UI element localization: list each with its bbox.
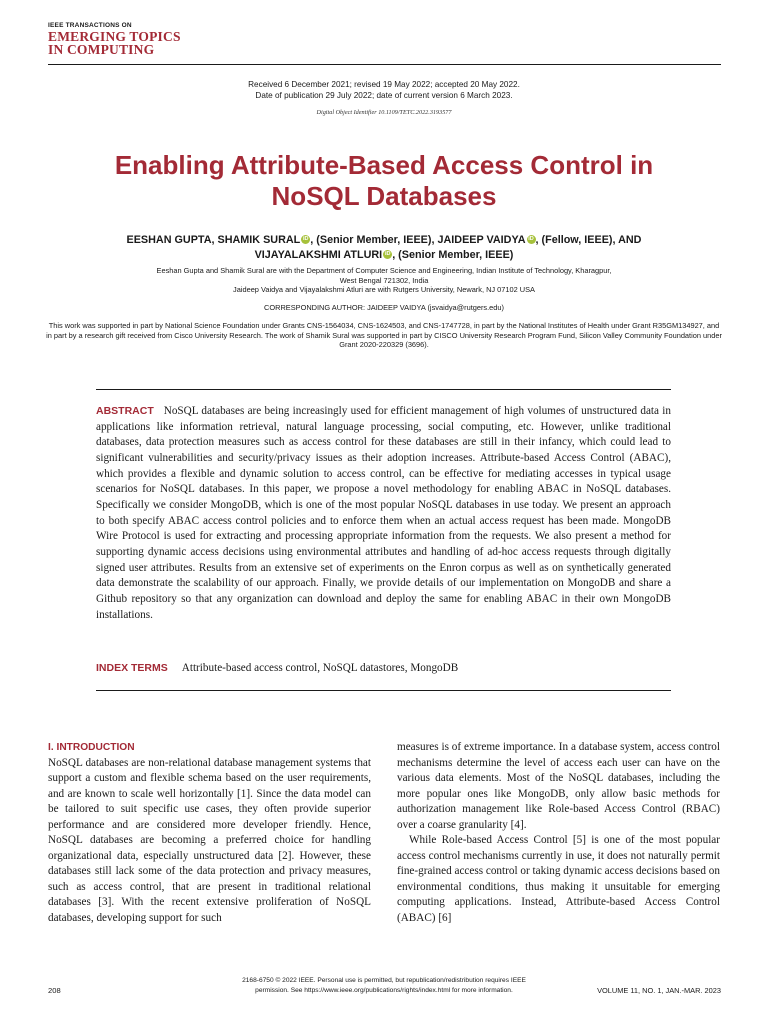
body-column-right (397, 740, 720, 927)
abstract-top-divider (96, 389, 671, 390)
journal-prefix: IEEE TRANSACTIONS ON (48, 22, 132, 29)
author-list (0, 233, 768, 263)
abstract-text: NoSQL databases are being increasingly used for efficient management of high volumes of unstructured data in applications like information retrieval, natural language processing, social computing, etc. However, unlike traditional databases, data protection measures such as access control for these databases are still in their infancy, which could lead to significant vulnerabilities and security/privacy issues as their adoption increases. Attribute-based Access Control (ABAC), which provides a flexible and dynamic solution to access control, can be effective for mediating accesses in typical usage scenarios for NoSQL databases. In this paper, we propose a novel methodology for enabling ABAC in NoSQL databases. Specifically we consider MongoDB, which is one of the most popular NoSQL databases in use today. We present an approach to both specify ABAC access control policies and to enforce them when an actual access request has been made. MongoDB Wire Protocol is used for extracting and processing appropriate information from the requests. We also present a method for supporting dynamic access decisions using environmental attributes and handling of ad-hoc access requests through digitally signed user attributes. Results from an extensive set of experiments on the Enron corpus as well as on synthetically generated data demonstrate the scalability of our approach. Finally, we provide details of our implementation on MongoDB and share a Github repository so that any organization can download and deploy the same for enabling ABAC in their own MongoDB installations. (96, 405, 671, 621)
journal-masthead (48, 22, 181, 56)
title-line2: NoSQL Databases (271, 181, 497, 211)
publication-line: Date of publication 29 July 2022; date of current version 6 March 2023. (255, 90, 513, 100)
orcid-icon[interactable]: iD (384, 251, 391, 257)
index-terms-text: Attribute-based access control, NoSQL datastores, MongoDB (181, 662, 459, 674)
affiliations (0, 266, 768, 295)
author-names-1: EESHAN GUPTA, SHAMIK SURAL (126, 234, 301, 246)
title-line1: Enabling Attribute-Based Access Control in (114, 150, 654, 180)
body-paragraph: NoSQL databases are non-relational database management systems that support a custom and flexible schema based on the user requirements, and are known to scale well horizontally [1]. Since the data model can be tailored to suit specific use cases, they often provide superior performance and are considered more developer friendly. Hence, NoSQL databases are becoming a preferred choice for handling organizational data, especially unstructured data [2]. However, these databases still lack some of the data protection and privacy measures, such as access control, that are present in traditional relational databases [3]. With the recent extensive proliferation of NoSQL databases, developing support for such (48, 756, 371, 925)
journal-name-line2: IN COMPUTING (48, 42, 155, 57)
authors-line2 (0, 248, 768, 263)
received-dates (0, 80, 768, 101)
affiliation-line3: Jaideep Vaidya and Vijayalakshmi Atluri are with Rutgers University, Newark, NJ 07102 USA (233, 285, 535, 295)
journal-name-line1: EMERGING TOPICS (48, 29, 181, 44)
copyright-line1: 2168-6750 © 2022 IEEE. Personal use is permitted, but republication/redistribution requires IEEE (242, 977, 526, 984)
author-names-5: , (Senior Member, IEEE) (392, 249, 514, 261)
page-number: 208 (48, 986, 61, 995)
doi-line: Digital Object Identifier 10.1109/TETC.2022.3193577 (316, 109, 452, 116)
orcid-icon[interactable]: iD (303, 236, 309, 242)
author-names-4: VIJAYALAKSHMI ATLURI (254, 249, 383, 261)
author-names-2: , (Senior Member, IEEE), JAIDEEP VAIDYA (310, 234, 526, 246)
received-line: Received 6 December 2021; revised 19 May 2022; accepted 20 May 2022. (248, 80, 520, 89)
body-paragraph: While Role-based Access Control [5] is one of the most popular access control mechanisms currently in use, it does not naturally permit fine-grained access control or taking dynamic access decisions based on environmental conditions, thus making it unsuitable for emerging computing applications. Instead, Attribute-based Access Control (ABAC) [6] (397, 834, 720, 925)
authors-line1 (0, 233, 768, 248)
funding-note: This work was supported in part by National Science Foundation under Grants CNS-1564034, CNS-1624503, and CNS-1747728, in part by the National Institutes of Health under Grant R35GM134927, and in part by a research gift received from Cisco University Research. The work of Shamik Sural was supported in part by CISCO University Research Program Fund, Silicon Valley Community Foundation under Grant 2020-220329 (3696). (46, 321, 722, 350)
abstract-block (96, 404, 671, 623)
copyright-line2: permission. See https://www.ieee.org/publications/rights/index.html for more information. (255, 986, 513, 994)
abstract-bottom-divider (96, 690, 671, 691)
copyright-notice (184, 976, 584, 995)
index-terms (96, 662, 671, 674)
paper-title (0, 150, 768, 212)
orcid-icon[interactable]: iD (528, 236, 534, 242)
index-terms-label: INDEX TERMS (96, 662, 168, 674)
author-names-3: , (Fellow, IEEE), AND (535, 234, 642, 246)
affiliation-line2: West Bengal 721302, India (339, 275, 429, 285)
body-column-left (48, 740, 371, 927)
section-heading: I. INTRODUCTION (48, 742, 135, 753)
corresponding-author: CORRESPONDING AUTHOR: JAIDEEP VAIDYA (jsvaidya@rutgers.edu) (264, 303, 504, 312)
volume-info: VOLUME 11, NO. 1, JAN.-MAR. 2023 (597, 986, 721, 995)
abstract-label: ABSTRACT (96, 405, 154, 417)
body-paragraph: measures is of extreme importance. In a database system, access control mechanisms determine the level of access each user can have on the various data elements. Most of the NoSQL databases, including the more popular ones like MongoDB, only allow basic methods for authorization management like Role-based Access Control (RBAC) over a coarse granularity [4]. (397, 741, 720, 831)
header-divider (48, 64, 721, 65)
affiliation-line1: Eeshan Gupta and Shamik Sural are with the Department of Computer Science and Engineering, Indian Institute of Technology, Kharagpur, (156, 266, 612, 275)
